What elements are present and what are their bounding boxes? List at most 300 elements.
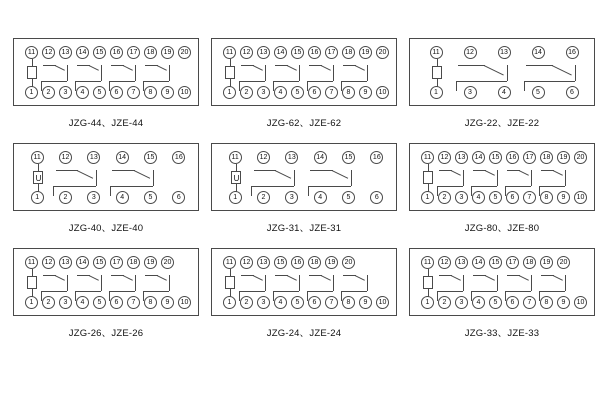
pin-top-14: 14 <box>76 46 89 59</box>
pin-top-17: 17 <box>523 151 536 164</box>
contact-blade <box>445 275 461 292</box>
pin-top-14: 14 <box>472 256 485 269</box>
pin-bottom-1: 1 <box>421 191 434 204</box>
pin-top-16: 16 <box>566 46 579 59</box>
coil-symbol <box>33 171 43 184</box>
contact-right-lead <box>333 275 334 291</box>
pin-top-14: 14 <box>532 46 545 59</box>
contact-blade <box>83 275 99 292</box>
pin-top-20: 20 <box>376 46 389 59</box>
contact-bottom-lead <box>308 186 351 187</box>
pin-bottom-2: 2 <box>240 296 253 309</box>
pin-bottom-7: 7 <box>127 86 140 99</box>
contact-right-lead <box>333 65 334 81</box>
pin-bottom-3: 3 <box>257 86 270 99</box>
contact-blade <box>479 275 495 292</box>
pin-bottom-9: 9 <box>359 296 372 309</box>
contact-bottom-lead <box>505 291 531 292</box>
pin-top-13: 13 <box>59 46 72 59</box>
pin-bottom-1: 1 <box>25 86 38 99</box>
contact-right-lead <box>67 65 68 81</box>
contact-right-lead <box>351 170 352 186</box>
pin-top-12: 12 <box>240 46 253 59</box>
socket-outline <box>409 38 595 106</box>
diagram-jzg-44 <box>10 38 202 129</box>
pin-bottom-9: 9 <box>557 191 570 204</box>
contact-blade <box>315 65 331 82</box>
contact-blade <box>445 170 461 187</box>
pin-bottom-4: 4 <box>76 296 89 309</box>
contact-left-lead <box>273 291 274 301</box>
pin-bottom-4: 4 <box>472 191 485 204</box>
socket-outline <box>211 143 397 211</box>
coil-bottom-lead <box>236 184 237 192</box>
pin-top-17: 17 <box>506 256 519 269</box>
pin-top-17: 17 <box>325 46 338 59</box>
pin-bottom-10: 10 <box>178 86 191 99</box>
pin-bottom-6: 6 <box>172 191 185 204</box>
coil-bottom-lead <box>230 79 231 87</box>
pin-bottom-5: 5 <box>532 86 545 99</box>
contact-bottom-lead <box>437 291 463 292</box>
contact-bottom-lead <box>273 291 299 292</box>
contact-blade <box>83 65 99 82</box>
contact-blade <box>478 65 504 87</box>
contact-left-lead <box>471 291 472 301</box>
socket-outline <box>211 248 397 316</box>
pin-top-16: 16 <box>506 151 519 164</box>
pin-bottom-3: 3 <box>59 296 72 309</box>
pin-bottom-2: 2 <box>438 296 451 309</box>
contact-bottom-lead <box>273 81 299 82</box>
contact-right-lead <box>507 65 508 81</box>
contact-blade <box>128 170 151 191</box>
diagram-jzg-80 <box>406 143 598 234</box>
pin-bottom-3: 3 <box>455 296 468 309</box>
pin-bottom-1: 1 <box>229 191 242 204</box>
diagram-jzg-24 <box>208 248 400 339</box>
pin-bottom-9: 9 <box>557 296 570 309</box>
contact-blade <box>49 65 65 82</box>
contact-left-lead <box>539 291 540 301</box>
pin-bottom-3: 3 <box>59 86 72 99</box>
pin-top-20: 20 <box>342 256 355 269</box>
pin-top-18: 18 <box>540 151 553 164</box>
pin-bottom-5: 5 <box>93 86 106 99</box>
pin-top-19: 19 <box>540 256 553 269</box>
contact-left-lead <box>109 81 110 91</box>
diagram-jzg-31 <box>208 143 400 234</box>
pin-bottom-8: 8 <box>540 296 553 309</box>
contact-bottom-lead <box>143 291 169 292</box>
contact-bottom-lead <box>143 81 169 82</box>
contact-blade <box>117 275 133 292</box>
pin-top-13: 13 <box>87 151 100 164</box>
contact-top-lead <box>458 65 485 66</box>
contact-blade <box>513 170 529 187</box>
pin-top-12: 12 <box>42 256 55 269</box>
contact-blade <box>349 65 365 82</box>
socket-outline <box>13 248 199 316</box>
coil-bottom-lead <box>437 79 438 87</box>
pin-top-18: 18 <box>144 46 157 59</box>
contact-right-lead <box>101 275 102 291</box>
contact-bottom-lead <box>75 291 101 292</box>
pin-bottom-2: 2 <box>59 191 72 204</box>
pin-bottom-1: 1 <box>31 191 44 204</box>
contact-bottom-lead <box>307 291 333 292</box>
diagram-caption: JZG-40、JZE-40 <box>68 223 144 234</box>
coil-top-lead <box>32 59 33 67</box>
pin-bottom-4: 4 <box>116 191 129 204</box>
contact-bottom-lead <box>41 291 67 292</box>
contact-bottom-lead <box>110 186 153 187</box>
diagram-caption: JZG-62、JZE-62 <box>266 118 342 129</box>
pin-top-14: 14 <box>116 151 129 164</box>
pin-bottom-3: 3 <box>257 296 270 309</box>
contact-bottom-lead <box>109 291 135 292</box>
contact-left-lead <box>505 186 506 196</box>
diagram-jzg-33 <box>406 248 598 339</box>
pin-top-11: 11 <box>229 151 242 164</box>
pin-bottom-9: 9 <box>161 86 174 99</box>
pin-top-15: 15 <box>93 256 106 269</box>
socket-outline <box>211 38 397 106</box>
contact-bottom-lead <box>53 186 96 187</box>
pin-top-11: 11 <box>421 256 434 269</box>
contact-left-lead <box>437 291 438 301</box>
contact-right-lead <box>96 170 97 186</box>
contact-bottom-lead <box>539 186 565 187</box>
pin-top-19: 19 <box>359 46 372 59</box>
contact-right-lead <box>101 65 102 81</box>
contact-right-lead <box>135 275 136 291</box>
contact-right-lead <box>497 275 498 291</box>
diagram-caption: JZG-26、JZE-26 <box>68 328 144 339</box>
coil-bottom-lead <box>230 289 231 297</box>
pin-top-20: 20 <box>161 256 174 269</box>
coil-label: U <box>35 174 42 183</box>
contact-right-lead <box>294 170 295 186</box>
pin-top-11: 11 <box>223 46 236 59</box>
contact-blade <box>151 65 167 82</box>
contact-left-lead <box>239 291 240 301</box>
coil-bottom-lead <box>428 184 429 192</box>
pin-bottom-1: 1 <box>430 86 443 99</box>
pin-bottom-2: 2 <box>240 86 253 99</box>
contact-bottom-lead <box>109 81 135 82</box>
coil-top-lead <box>428 164 429 172</box>
contact-right-lead <box>67 275 68 291</box>
pin-bottom-3: 3 <box>464 86 477 99</box>
contact-right-lead <box>299 275 300 291</box>
pin-top-15: 15 <box>342 151 355 164</box>
contact-bottom-lead <box>471 186 497 187</box>
coil-top-lead <box>437 59 438 67</box>
pin-bottom-9: 9 <box>359 86 372 99</box>
pin-top-15: 15 <box>93 46 106 59</box>
contact-top-lead <box>112 170 135 171</box>
pin-bottom-4: 4 <box>76 86 89 99</box>
diagram-caption: JZG-33、JZE-33 <box>464 328 540 339</box>
contact-blade <box>315 275 331 292</box>
contact-blade <box>281 65 297 82</box>
coil-bottom-lead <box>38 184 39 192</box>
pin-top-18: 18 <box>308 256 321 269</box>
coil-bottom-lead <box>32 289 33 297</box>
pin-top-16: 16 <box>172 151 185 164</box>
contact-bottom-lead <box>41 81 67 82</box>
contact-left-lead <box>239 81 240 91</box>
contact-right-lead <box>135 65 136 81</box>
pin-top-17: 17 <box>127 46 140 59</box>
contact-bottom-lead <box>456 81 508 82</box>
contact-blade <box>117 65 133 82</box>
coil-label: U <box>233 174 240 183</box>
coil-symbol <box>231 171 241 184</box>
pin-bottom-1: 1 <box>223 296 236 309</box>
contact-left-lead <box>41 291 42 301</box>
pin-bottom-6: 6 <box>370 191 383 204</box>
contact-right-lead <box>575 65 576 81</box>
pin-top-12: 12 <box>438 256 451 269</box>
pin-bottom-4: 4 <box>314 191 327 204</box>
pin-top-18: 18 <box>342 46 355 59</box>
coil-top-lead <box>38 164 39 172</box>
pin-bottom-8: 8 <box>144 296 157 309</box>
diagram-jzg-40 <box>10 143 202 234</box>
contact-left-lead <box>143 291 144 301</box>
pin-top-12: 12 <box>257 151 270 164</box>
diagram-caption: JZG-31、JZE-31 <box>266 223 342 234</box>
pin-bottom-6: 6 <box>308 296 321 309</box>
pin-top-14: 14 <box>472 151 485 164</box>
pin-bottom-7: 7 <box>127 296 140 309</box>
pin-top-12: 12 <box>464 46 477 59</box>
contact-bottom-lead <box>539 291 565 292</box>
pin-top-19: 19 <box>325 256 338 269</box>
socket-outline <box>409 143 595 211</box>
contact-left-lead <box>307 291 308 301</box>
contact-left-lead <box>524 81 525 91</box>
pin-top-18: 18 <box>127 256 140 269</box>
coil-top-lead <box>230 59 231 67</box>
contact-right-lead <box>463 275 464 291</box>
contact-blade <box>281 275 297 292</box>
pin-bottom-1: 1 <box>223 86 236 99</box>
contact-blade <box>326 170 349 191</box>
pin-top-13: 13 <box>59 256 72 269</box>
pin-bottom-10: 10 <box>574 191 587 204</box>
pin-top-15: 15 <box>489 256 502 269</box>
coil-top-lead <box>230 269 231 277</box>
pin-bottom-10: 10 <box>376 86 389 99</box>
pin-top-11: 11 <box>421 151 434 164</box>
pin-bottom-4: 4 <box>498 86 511 99</box>
pin-bottom-2: 2 <box>42 296 55 309</box>
contact-right-lead <box>299 65 300 81</box>
pin-top-16: 16 <box>291 256 304 269</box>
contact-blade <box>247 65 263 82</box>
pin-top-16: 16 <box>308 46 321 59</box>
pin-top-15: 15 <box>291 46 304 59</box>
contact-right-lead <box>265 275 266 291</box>
contact-left-lead <box>307 81 308 91</box>
pin-top-11: 11 <box>25 256 38 269</box>
contact-blade <box>479 170 495 187</box>
pin-bottom-4: 4 <box>472 296 485 309</box>
pin-top-20: 20 <box>574 151 587 164</box>
contact-bottom-lead <box>307 81 333 82</box>
pin-top-13: 13 <box>257 256 270 269</box>
coil-symbol <box>27 66 37 79</box>
contact-left-lead <box>75 291 76 301</box>
pin-top-13: 13 <box>498 46 511 59</box>
pin-top-17: 17 <box>110 256 123 269</box>
pin-bottom-10: 10 <box>178 296 191 309</box>
pin-bottom-7: 7 <box>325 296 338 309</box>
coil-top-lead <box>428 269 429 277</box>
pin-bottom-5: 5 <box>489 296 502 309</box>
contact-bottom-lead <box>524 81 576 82</box>
pin-bottom-6: 6 <box>308 86 321 99</box>
diagram-caption: JZG-44、JZE-44 <box>68 118 144 129</box>
contact-right-lead <box>531 170 532 186</box>
pin-bottom-2: 2 <box>42 86 55 99</box>
contact-left-lead <box>539 186 540 196</box>
pin-bottom-7: 7 <box>523 191 536 204</box>
pin-top-11: 11 <box>31 151 44 164</box>
pin-bottom-10: 10 <box>376 296 389 309</box>
diagram-jzg-22 <box>406 38 598 129</box>
contact-top-lead <box>254 170 277 171</box>
socket-outline <box>13 38 199 106</box>
diagram-jzg-62 <box>208 38 400 129</box>
pin-top-13: 13 <box>285 151 298 164</box>
pin-bottom-1: 1 <box>25 296 38 309</box>
contact-top-lead <box>56 170 79 171</box>
pin-top-14: 14 <box>274 46 287 59</box>
contact-right-lead <box>169 275 170 291</box>
pin-top-20: 20 <box>178 46 191 59</box>
pin-bottom-3: 3 <box>285 191 298 204</box>
contact-right-lead <box>367 275 368 291</box>
diagram-caption: JZG-80、JZE-80 <box>464 223 540 234</box>
contact-bottom-lead <box>437 186 463 187</box>
contact-blade <box>547 170 563 187</box>
coil-symbol <box>432 66 442 79</box>
pin-top-15: 15 <box>274 256 287 269</box>
pin-bottom-6: 6 <box>566 86 579 99</box>
pin-top-20: 20 <box>557 256 570 269</box>
pin-top-19: 19 <box>144 256 157 269</box>
contact-left-lead <box>308 186 309 196</box>
contact-top-lead <box>310 170 333 171</box>
contact-bottom-lead <box>341 81 367 82</box>
coil-symbol <box>423 171 433 184</box>
pin-top-16: 16 <box>110 46 123 59</box>
contact-bottom-lead <box>251 186 294 187</box>
contact-right-lead <box>153 170 154 186</box>
coil-symbol <box>27 276 37 289</box>
socket-outline <box>409 248 595 316</box>
pin-bottom-3: 3 <box>87 191 100 204</box>
contact-left-lead <box>251 186 252 196</box>
pin-bottom-4: 4 <box>274 296 287 309</box>
contact-bottom-lead <box>239 81 265 82</box>
coil-bottom-lead <box>428 289 429 297</box>
pin-top-15: 15 <box>144 151 157 164</box>
contact-top-lead <box>526 65 553 66</box>
contact-left-lead <box>41 81 42 91</box>
pin-bottom-6: 6 <box>110 86 123 99</box>
contact-left-lead <box>75 81 76 91</box>
contact-left-lead <box>505 291 506 301</box>
diagram-jzg-26 <box>10 248 202 339</box>
pin-top-12: 12 <box>42 46 55 59</box>
pin-bottom-5: 5 <box>342 191 355 204</box>
contact-blade <box>49 275 65 292</box>
pin-top-12: 12 <box>59 151 72 164</box>
pin-bottom-5: 5 <box>291 86 304 99</box>
contact-left-lead <box>437 186 438 196</box>
diagram-caption: JZG-24、JZE-24 <box>266 328 342 339</box>
pin-bottom-1: 1 <box>421 296 434 309</box>
pin-top-16: 16 <box>370 151 383 164</box>
pin-bottom-5: 5 <box>291 296 304 309</box>
contact-blade <box>546 65 572 87</box>
contact-blade <box>71 170 94 191</box>
pin-top-12: 12 <box>438 151 451 164</box>
contact-left-lead <box>53 186 54 196</box>
coil-top-lead <box>236 164 237 172</box>
contact-left-lead <box>471 186 472 196</box>
pin-top-19: 19 <box>161 46 174 59</box>
coil-symbol <box>225 276 235 289</box>
pin-top-19: 19 <box>557 151 570 164</box>
pin-top-14: 14 <box>314 151 327 164</box>
pin-top-15: 15 <box>489 151 502 164</box>
pin-bottom-5: 5 <box>144 191 157 204</box>
contact-right-lead <box>265 65 266 81</box>
contact-right-lead <box>367 65 368 81</box>
pin-bottom-5: 5 <box>489 191 502 204</box>
pin-bottom-5: 5 <box>93 296 106 309</box>
socket-outline <box>13 143 199 211</box>
pin-bottom-6: 6 <box>110 296 123 309</box>
contact-right-lead <box>565 170 566 186</box>
pin-bottom-6: 6 <box>506 296 519 309</box>
pin-bottom-8: 8 <box>342 86 355 99</box>
pin-bottom-8: 8 <box>540 191 553 204</box>
diagram-caption: JZG-22、JZE-22 <box>464 118 540 129</box>
contact-left-lead <box>109 291 110 301</box>
contact-right-lead <box>497 170 498 186</box>
contact-bottom-lead <box>239 291 265 292</box>
contact-left-lead <box>341 291 342 301</box>
contact-bottom-lead <box>471 291 497 292</box>
pin-top-18: 18 <box>523 256 536 269</box>
contact-bottom-lead <box>75 81 101 82</box>
pin-bottom-3: 3 <box>455 191 468 204</box>
contact-blade <box>247 275 263 292</box>
contact-blade <box>547 275 563 292</box>
pin-bottom-4: 4 <box>274 86 287 99</box>
coil-symbol <box>423 276 433 289</box>
contact-blade <box>269 170 292 191</box>
pin-top-11: 11 <box>223 256 236 269</box>
contact-blade <box>513 275 529 292</box>
